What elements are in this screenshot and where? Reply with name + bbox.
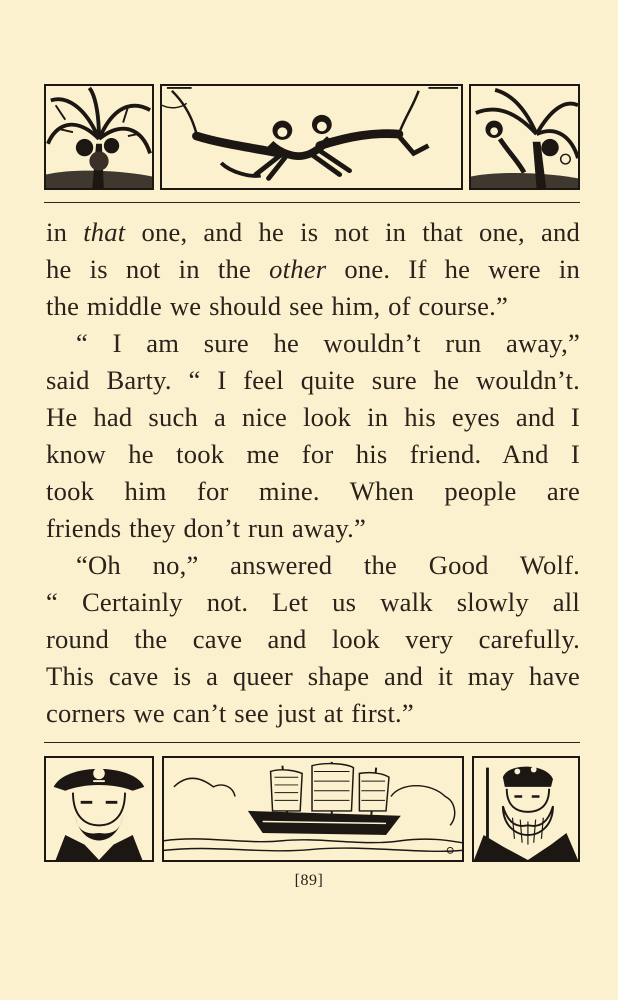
text-line: know he took me for his friend. And I xyxy=(46,439,580,469)
text-line: friends they don’t run away.” xyxy=(46,513,366,543)
text-line: in that one, and he is not in that one, and xyxy=(46,217,581,247)
pirate-skull-hat-icon xyxy=(44,756,154,862)
text-line: corners we can’t see just at first.” xyxy=(46,698,414,728)
pirate-ship-icon xyxy=(162,756,464,862)
swinging-monkeys-icon xyxy=(160,84,463,190)
bearded-pirate-icon xyxy=(472,756,580,862)
palm-tree-monkey-right-icon xyxy=(469,84,580,190)
top-illustration-row xyxy=(44,84,580,192)
text-line: He had such a nice look in his eyes and I xyxy=(46,402,580,432)
paragraph-3 xyxy=(46,547,580,732)
text-line: This cave is a queer shape and it may have xyxy=(46,661,580,691)
paragraph-1 xyxy=(46,214,580,325)
text-line: “Oh no,” answered the Good Wolf. xyxy=(76,550,580,580)
text-line: “ Certainly not. Let us walk slowly all xyxy=(46,587,580,617)
palm-tree-monkey-left-icon xyxy=(44,84,154,190)
paragraph-2 xyxy=(46,325,580,547)
page-number: [89] xyxy=(294,872,324,889)
text-line: he is not in the other one. If he were in xyxy=(46,254,580,284)
text-line: “ I am sure he wouldn’t run away,” xyxy=(76,328,580,358)
bottom-divider-rule xyxy=(44,742,580,743)
body-text xyxy=(46,214,580,732)
bottom-illustration-row xyxy=(44,756,580,864)
top-divider-rule xyxy=(44,202,580,203)
text-line: said Barty. “ I feel quite sure he wouldn’t. xyxy=(46,365,580,395)
text-line: the middle we should see him, of course.” xyxy=(46,291,509,321)
text-line: took him for mine. When people are xyxy=(46,476,580,506)
text-line: round the cave and look very carefully. xyxy=(46,624,580,654)
